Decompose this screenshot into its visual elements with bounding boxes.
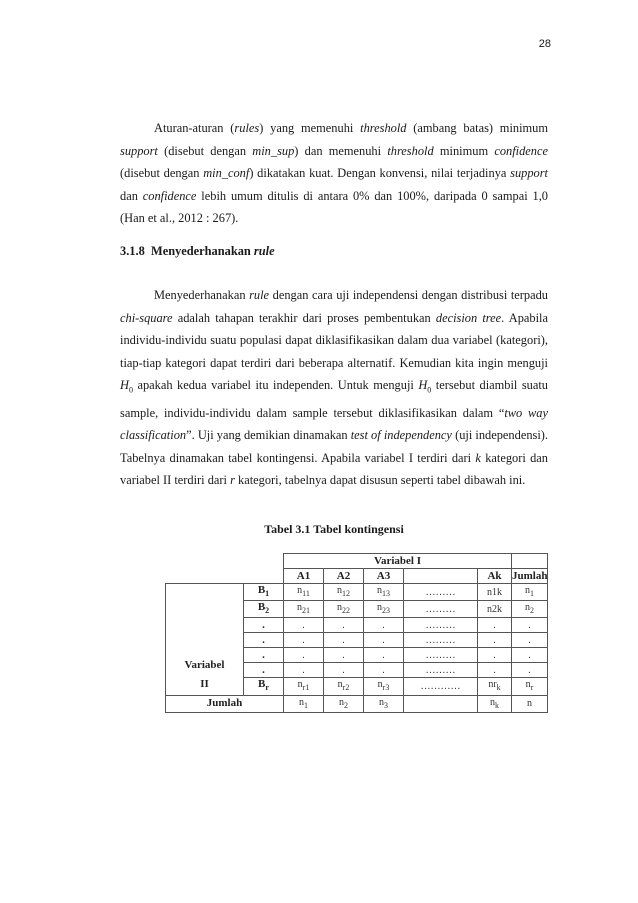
row-label: . — [244, 618, 284, 633]
page-number: 28 — [538, 38, 551, 50]
table-header-row-variable — [166, 554, 548, 569]
total-cell: $n_1$ — [284, 695, 324, 712]
table-cell: ………… — [404, 678, 478, 695]
table-cell: n2k — [478, 601, 512, 618]
table-cell: . — [324, 663, 364, 678]
total-cell: n — [512, 695, 548, 712]
table-cell: $n_{r3}$ — [364, 678, 404, 695]
table-cell: $n_2$ — [512, 601, 548, 618]
total-cell: $n_2$ — [324, 695, 364, 712]
table-cell: . — [478, 663, 512, 678]
table-cell: . — [512, 633, 548, 648]
table-cell: . — [478, 633, 512, 648]
table-cell: $n_{22}$ — [324, 601, 364, 618]
row-label: . — [244, 663, 284, 678]
table-cell: $n_{11}$ — [284, 584, 324, 601]
total-cell: $n_3$ — [364, 695, 404, 712]
section-number: 3.1.8 — [120, 244, 145, 258]
table-cell: ……… — [404, 601, 478, 618]
table-row — [166, 584, 548, 601]
table-cell: . — [284, 648, 324, 663]
contingency-table-figure — [165, 553, 548, 713]
table-cell: ……… — [404, 618, 478, 633]
table-header-row — [166, 569, 548, 584]
table-cell: . — [364, 648, 404, 663]
table-cell: $n_{23}$ — [364, 601, 404, 618]
table-cell: $n_{21}$ — [284, 601, 324, 618]
table-cell: $n_{12}$ — [324, 584, 364, 601]
variable-1-label: Variabel I — [284, 554, 512, 569]
table-cell: . — [284, 633, 324, 648]
table-cell: ……… — [404, 663, 478, 678]
row-label: $B_1$ — [244, 584, 284, 601]
table-cell: . — [324, 618, 364, 633]
paragraph-simplify-rule: Menyederhanakan rule dengan cara uji independensi dengan distribusi terpadu chi-square adalah tahapan terakhir dari proses pembentukan decision tree. Apabila individu-individu suatu populasi dapat diklasifikasikan dalam dua variabel (kategori), tiap-tiap kategori dapat terdiri dari beberapa alternatif. Kemudian kita ingin menguji $H_0$ apakah kedua variabel itu independen. Untuk menguji $H_0$ tersebut diambil suatu sample, individu-individu dalam sample tersebut diklasifikasikan dalam “two way classification”. Uji yang demikian dinamakan test of independency (uji independensi). Tabelnya dinamakan tabel kontingensi. Apabila variabel I terdiri dari k kategori dan variabel II terdiri dari r kategori, tabelnya dapat disusun seperti tabel dibawah ini. — [120, 288, 549, 488]
table-cell: $n_1$ — [512, 584, 548, 601]
column-header: Ak — [478, 569, 512, 584]
table-caption: Tabel 3.1 Tabel kontingensi — [264, 522, 404, 536]
blank-corner — [166, 569, 284, 584]
variable-2-line1: Variabel — [184, 658, 225, 671]
total-cell: $n_k$ — [478, 695, 512, 712]
table-cell: $n_{r2}$ — [324, 678, 364, 695]
table-cell: . — [324, 648, 364, 663]
table-cell: $n_r$ — [512, 678, 548, 695]
table-cell: . — [284, 663, 324, 678]
column-header: Jumlah — [512, 569, 548, 582]
table-cell: ……… — [404, 633, 478, 648]
table-cell: n1k — [478, 584, 512, 601]
contingency-table — [165, 553, 548, 713]
table-cell: $nr_k$ — [478, 678, 512, 695]
table-cell: ……… — [404, 648, 478, 663]
variable-2-label — [166, 584, 244, 696]
section-heading — [120, 244, 275, 259]
table-cell: . — [512, 663, 548, 678]
paragraph-rules-threshold: Aturan-aturan (rules) yang memenuhi threshold (ambang batas) minimum support (disebut dengan min_sup) dan memenuhi threshold minimum confidence (disebut dengan min_conf) dikatakan kuat. Dengan konvensi, nilai terjadinya support dan confidence lebih umum ditulis di antara 0% dan 100%, daripada 0 sampai 1,0 (Han et al., 2012 : 267). — [120, 121, 548, 225]
table-cell: . — [364, 663, 404, 678]
section-title: Menyederhanakan rule — [151, 244, 275, 258]
column-header: A3 — [364, 569, 404, 584]
blank-header-cell — [512, 554, 548, 569]
table-cell: . — [478, 618, 512, 633]
column-header: A2 — [324, 569, 364, 584]
variable-2-line2: II — [200, 677, 209, 690]
table-cell: . — [512, 618, 548, 633]
table-cell: . — [512, 648, 548, 663]
table-totals-row — [166, 695, 548, 712]
row-label: $B_r$ — [244, 678, 284, 695]
table-cell: . — [364, 618, 404, 633]
totals-label: Jumlah — [166, 695, 284, 712]
total-cell — [404, 695, 478, 712]
row-label: $B_2$ — [244, 601, 284, 618]
table-cell: ……… — [404, 584, 478, 601]
table-cell: . — [284, 618, 324, 633]
table-cell: . — [478, 648, 512, 663]
table-cell: . — [364, 633, 404, 648]
column-header: A1 — [284, 569, 324, 584]
row-label: . — [244, 648, 284, 663]
table-cell: $n_{r1}$ — [284, 678, 324, 695]
table-cell: . — [324, 633, 364, 648]
blank-corner — [166, 554, 284, 569]
table-cell: $n_{13}$ — [364, 584, 404, 601]
row-label: . — [244, 633, 284, 648]
column-header — [404, 569, 478, 584]
